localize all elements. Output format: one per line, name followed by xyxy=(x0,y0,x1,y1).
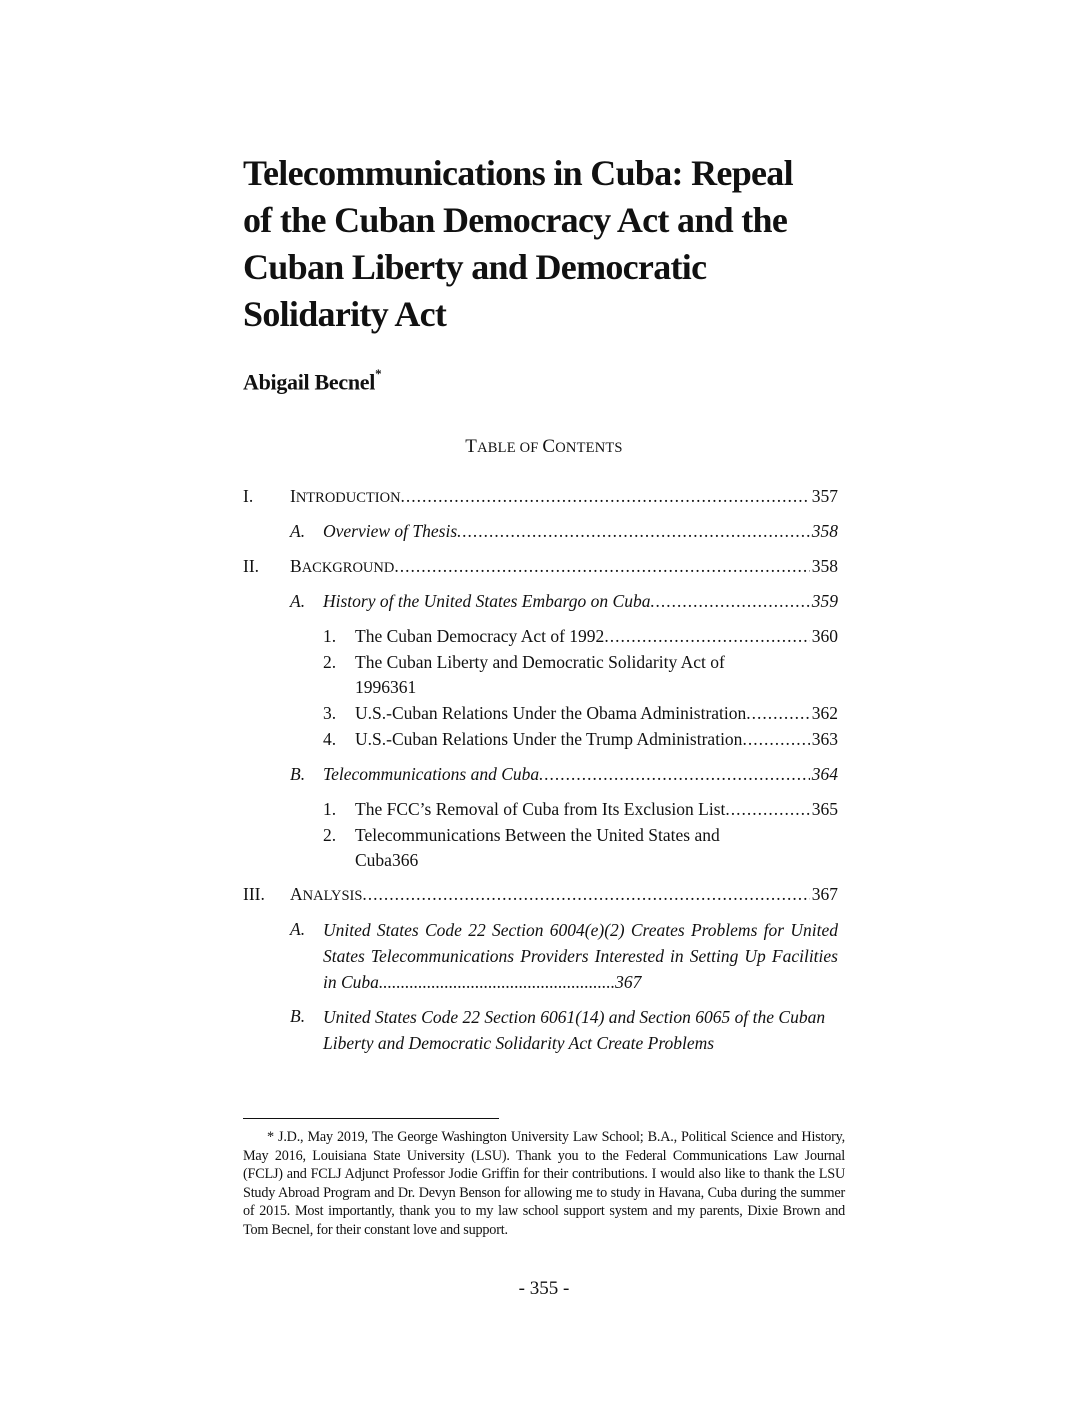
author-byline xyxy=(243,366,382,395)
toc-leader-dots xyxy=(604,624,809,648)
footnote-marker: * xyxy=(267,1129,274,1145)
toc-section-number: II. xyxy=(243,556,260,576)
toc-heading-cap: T xyxy=(465,436,478,457)
toc-section-label: BACKGROUND xyxy=(290,556,395,576)
toc-subsection[interactable] xyxy=(243,589,838,613)
toc-item[interactable] xyxy=(243,797,838,821)
toc-subsection-letter: B. xyxy=(290,764,306,784)
toc-subsection-letter: A. xyxy=(290,521,306,541)
toc-section-label: INTRODUCTION xyxy=(290,486,401,506)
toc-item-label: Telecommunications Between the United States and xyxy=(355,825,720,845)
toc-page-number: 367 xyxy=(615,972,642,992)
toc-item-number: 2. xyxy=(323,825,337,845)
toc-section-number: III. xyxy=(243,884,265,904)
footnote-rule xyxy=(243,1118,499,1119)
toc-page-number: 367 xyxy=(811,884,838,904)
toc-subsection[interactable] xyxy=(243,762,838,786)
title-line: Telecommunications in Cuba: Repeal xyxy=(243,153,793,193)
toc-subsection[interactable] xyxy=(243,917,838,995)
toc-item[interactable] xyxy=(243,650,838,700)
title-line: of the Cuban Democracy Act and the xyxy=(243,200,788,240)
toc-page-number: 358 xyxy=(811,556,838,576)
toc-section-label: ANALYSIS xyxy=(290,884,363,904)
toc-leader-dots xyxy=(394,554,809,578)
toc-subsection-letter: A. xyxy=(290,591,306,611)
toc-item[interactable] xyxy=(243,624,838,648)
toc-item-label: U.S.-Cuban Relations Under the Obama Administration xyxy=(355,703,747,723)
toc-section[interactable] xyxy=(243,484,838,510)
toc-leader-dots xyxy=(539,762,810,786)
toc-leader-dots xyxy=(742,727,809,751)
toc-item-label: The FCC’s Removal of Cuba from Its Exclusion List xyxy=(355,799,726,819)
toc-page-number: 365 xyxy=(811,799,838,819)
toc-subsection-label: United States Code 22 Section 6004(e)(2) Creates Problems for United States Telecommunications Providers Interested in Setting Up Facilities in Cuba xyxy=(323,920,838,992)
toc-page-number: 362 xyxy=(811,703,838,723)
toc-section[interactable] xyxy=(243,554,838,580)
toc-subsection-label: United States Code 22 Section 6061(14) and Section 6065 of the Cuban Liberty and Democratic Solidarity Act Create Problems xyxy=(323,1007,826,1053)
toc-page-number: 364 xyxy=(811,764,838,784)
toc-item-number: 4. xyxy=(323,729,337,749)
toc-subsection-label: History of the United States Embargo on Cuba xyxy=(323,591,651,611)
toc-page-number: 363 xyxy=(811,729,838,749)
footnote-text: J.D., May 2019, The George Washington University Law School; B.A., Political Science and History, May 2016, Louisiana State University (LSU). Thank you to the Federal Communications Law Journal (FCLJ) and FCLJ Adjunct Professor Jodie Griffin for their contributions. I would also like to thank the LSU Study Abroad Program and Dr. Devyn Benson for allowing me to study in Havana, Cuba during the summer of 2015. Most importantly, thank you to my law school support system and my parents, Dixie Brown and Tom Becnel, for their constant love and support. xyxy=(243,1129,845,1238)
toc-leader-dots xyxy=(725,797,809,821)
toc-item-number: 1. xyxy=(323,626,337,646)
toc-heading-small: ONTENTS xyxy=(555,440,623,456)
author-name: Abigail Becnel xyxy=(243,369,376,395)
toc-leader-dots xyxy=(457,519,810,543)
toc-heading-cap: C xyxy=(542,436,556,457)
toc-item-continuation: Cuba366 xyxy=(355,850,419,870)
toc-subsection-letter: A. xyxy=(290,919,306,939)
author-footnote-marker: * xyxy=(375,366,382,381)
toc-item-label: The Cuban Democracy Act of 1992 xyxy=(355,626,605,646)
toc-page-number: 357 xyxy=(811,486,838,506)
toc-section[interactable] xyxy=(243,882,838,908)
toc-item[interactable] xyxy=(243,823,838,873)
toc-leader-dots xyxy=(746,701,809,725)
article-title xyxy=(243,150,843,338)
toc-leader-dots xyxy=(401,484,810,508)
toc-subsection-label: Overview of Thesis xyxy=(323,521,458,541)
toc-heading-small: ABLE OF xyxy=(477,440,543,456)
toc-subsection-label: Telecommunications and Cuba xyxy=(323,764,540,784)
toc-item-label: U.S.-Cuban Relations Under the Trump Administration xyxy=(355,729,743,749)
toc-item[interactable] xyxy=(243,701,838,725)
toc-leader-dots: ...................................................... xyxy=(378,972,616,992)
toc-section-number: I. xyxy=(243,486,254,506)
toc-page-number: 360 xyxy=(811,626,838,646)
toc-leader-dots xyxy=(362,882,809,906)
toc-item-label: The Cuban Liberty and Democratic Solidarity Act of xyxy=(355,652,725,672)
toc-leader-dots xyxy=(650,589,809,613)
toc-subsection[interactable] xyxy=(243,1004,838,1056)
title-line: Cuban Liberty and Democratic xyxy=(243,247,707,287)
toc-heading xyxy=(0,436,1088,458)
toc-page-number: 359 xyxy=(811,591,838,611)
toc-item[interactable] xyxy=(243,727,838,751)
title-line: Solidarity Act xyxy=(243,294,447,334)
toc-item-number: 1. xyxy=(323,799,337,819)
toc-item-number: 3. xyxy=(323,703,337,723)
toc-subsection[interactable] xyxy=(243,519,838,543)
footnote xyxy=(243,1128,845,1240)
toc-item-continuation: 1996361 xyxy=(355,677,417,697)
page-number: - 355 - xyxy=(518,1278,570,1299)
toc-subsection-letter: B. xyxy=(290,1006,306,1026)
toc-item-number: 2. xyxy=(323,652,337,672)
toc-page-number: 358 xyxy=(811,521,838,541)
